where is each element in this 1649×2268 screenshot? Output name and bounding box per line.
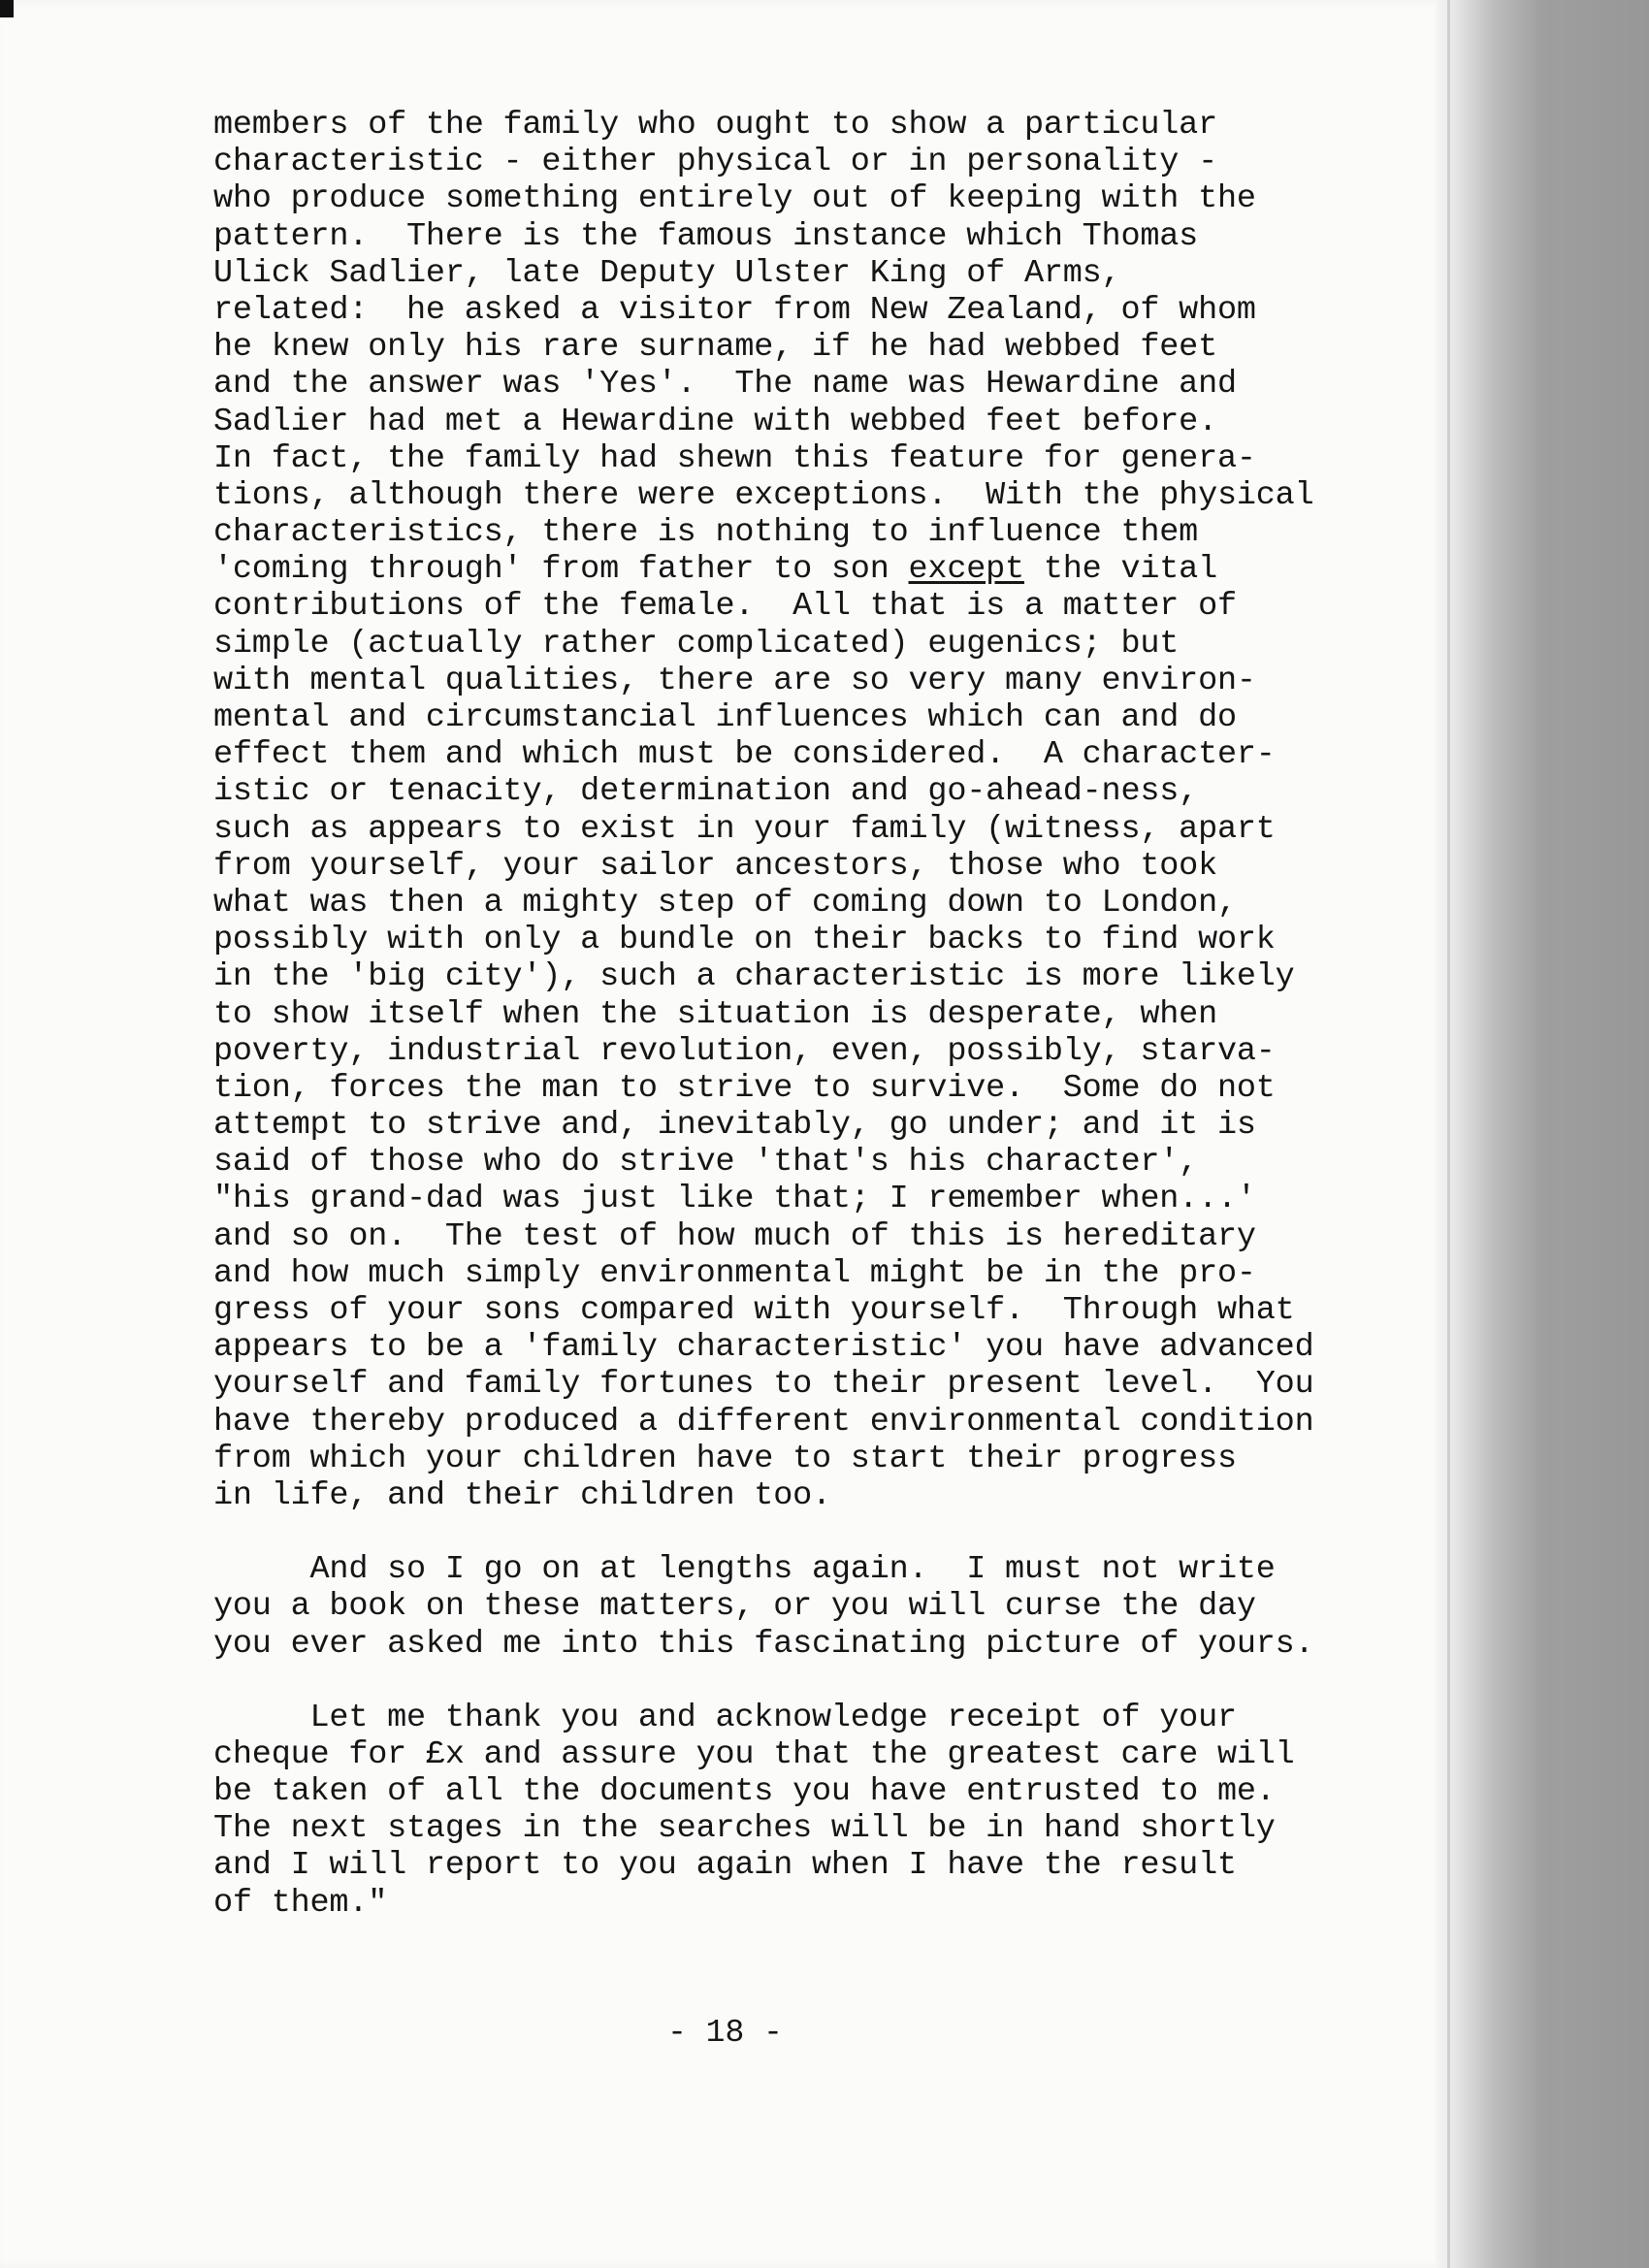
text-line: Let me thank you and acknowledge receipt of your (213, 1699, 1237, 1736)
text-line: who produce something entirely out of keeping with the (213, 180, 1256, 218)
text-segment: the vital (1023, 551, 1217, 589)
text-line: contributions of the female. All that is a matter of (213, 588, 1237, 626)
text-line: characteristic - either physical or in personality - (213, 144, 1217, 181)
text-line-with-underline (213, 551, 1339, 588)
text-line: you ever asked me into this fascinating picture of yours. (213, 1625, 1314, 1663)
text-line: be taken of all the documents you have entrusted to me. (213, 1773, 1276, 1811)
page-number: - 18 - (667, 2015, 783, 2051)
text-line: he knew only his rare surname, if he had webbed feet (213, 329, 1217, 367)
paragraph-1 (213, 107, 1339, 1514)
text-line: effect them and which must be considered. A character- (213, 736, 1276, 774)
text-line: simple (actually rather complicated) eugenics; but (213, 625, 1180, 663)
text-line: in life, and their children too. (213, 1476, 831, 1514)
paragraph-2 (213, 1551, 1339, 1663)
text-line: In fact, the family had shewn this feature for genera- (213, 439, 1256, 477)
text-line: "his grand-dad was just like that; I remember when...' (213, 1181, 1256, 1218)
text-line: related: he asked a visitor from New Zealand, of whom (213, 291, 1256, 329)
text-line: poverty, industrial revolution, even, possibly, starva- (213, 1032, 1276, 1070)
text-segment: 'coming through' from father to son (213, 551, 909, 589)
text-line: with mental qualities, there are so very many environ- (213, 662, 1256, 699)
paragraph-spacer (213, 1663, 1339, 1700)
text-line: Ulick Sadlier, late Deputy Ulster King of Arms, (213, 254, 1121, 292)
text-line: tion, forces the man to strive to survive. Some do not (213, 1069, 1276, 1107)
text-line: and how much simply environmental might be in the pro- (213, 1254, 1256, 1292)
text-line: Sadlier had met a Hewardine with webbed feet before. (213, 403, 1217, 440)
text-line: istic or tenacity, determination and go-ahead-ness, (213, 773, 1199, 811)
text-line: yourself and family fortunes to their present level. You (213, 1366, 1314, 1404)
text-line: you a book on these matters, or you will curse the day (213, 1588, 1256, 1626)
page-edge-line (1447, 0, 1450, 2268)
text-line: mental and circumstancial influences which can and do (213, 699, 1237, 736)
letter-body (213, 107, 1339, 1922)
text-line: characteristics, there is nothing to influence them (213, 514, 1199, 552)
text-line: and I will report to you again when I have the result (213, 1847, 1237, 1885)
text-line: and the answer was 'Yes'. The name was Hewardine and (213, 366, 1237, 404)
text-line: gress of your sons compared with yourself. Through what (213, 1292, 1295, 1329)
text-line: in the 'big city'), such a characteristic is more likely (213, 958, 1295, 996)
text-line: And so I go on at lengths again. I must not write (213, 1551, 1276, 1589)
text-line: said of those who do strive 'that's his character', (213, 1144, 1199, 1182)
text-line: and so on. The test of how much of this is hereditary (213, 1217, 1256, 1255)
text-line: pattern. There is the famous instance which Thomas (213, 217, 1199, 255)
text-line: to show itself when the situation is desperate, when (213, 995, 1217, 1033)
text-line: what was then a mighty step of coming down to London, (213, 884, 1237, 922)
text-line: cheque for £x and assure you that the greatest care will (213, 1735, 1295, 1773)
text-line: such as appears to exist in your family (witness, apart (213, 810, 1276, 848)
underlined-word: except (908, 551, 1024, 589)
paragraph-spacer (213, 1514, 1339, 1551)
text-line: tions, although there were exceptions. With the physical (213, 476, 1314, 514)
text-line: from yourself, your sailor ancestors, those who took (213, 847, 1217, 885)
paragraph-3 (213, 1700, 1339, 1922)
text-line: of them." (213, 1884, 388, 1922)
text-line: have thereby produced a different environmental condition (213, 1403, 1314, 1441)
text-line: members of the family who ought to show a particular (213, 107, 1217, 144)
text-line: The next stages in the searches will be in hand shortly (213, 1810, 1276, 1848)
text-line: possibly with only a bundle on their backs to find work (213, 922, 1276, 959)
scan-corner-mark (0, 0, 14, 17)
page-edge-shadow (1436, 0, 1649, 2268)
text-line: attempt to strive and, inevitably, go under; and it is (213, 1107, 1256, 1145)
text-line: appears to be a 'family characteristic' you have advanced (213, 1329, 1314, 1367)
text-line: from which your children have to start their progress (213, 1440, 1237, 1477)
